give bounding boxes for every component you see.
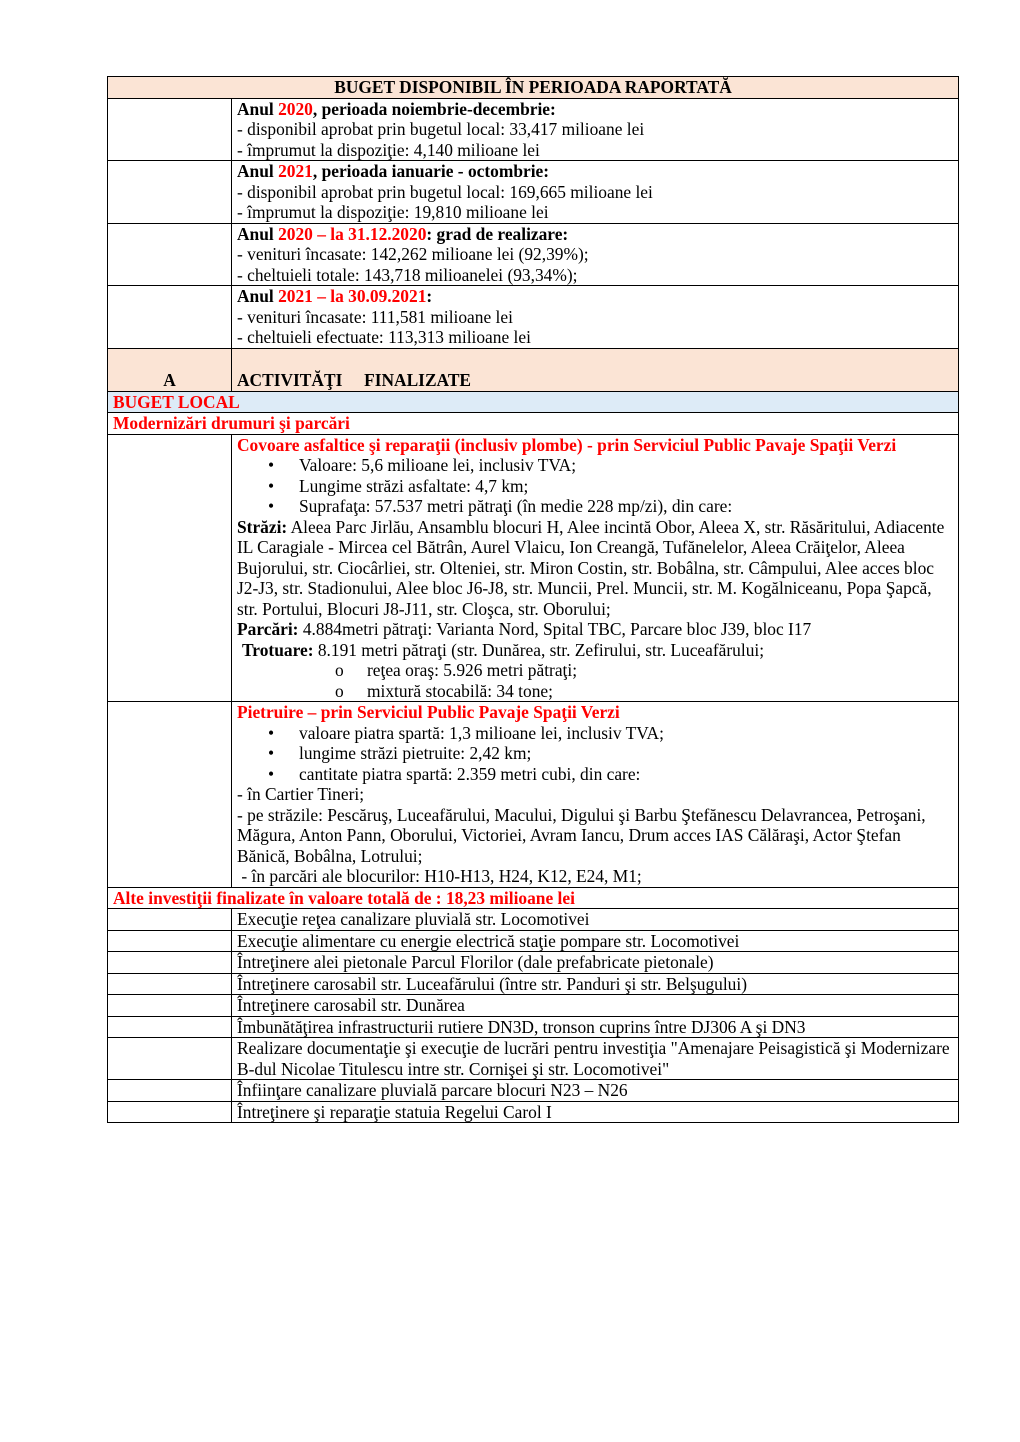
budget-header: BUGET DISPONIBIL ÎN PERIOADA RAPORTATĂ <box>108 77 959 99</box>
asphalt-title: Covoare asfaltice şi reparaţii (inclusiv plombe) - prin Serviciul Public Pavaje Spaţii Verzi <box>237 434 897 455</box>
table-row <box>108 952 959 974</box>
empty-cell <box>108 223 232 286</box>
list-item: • lungime străzi pietruite: 2,42 km; <box>268 743 532 763</box>
other-investments-heading: Alte investiţii finalizate în valoare totală de : 18,23 milioane lei <box>108 887 959 909</box>
gravel-cell <box>232 702 959 888</box>
gravel-bullets <box>237 723 953 785</box>
budget-block <box>232 98 959 161</box>
bullet-icon: • <box>268 475 275 496</box>
list-item: • valoare piatra spartă: 1,3 milioane lei, inclusiv TVA; <box>268 722 664 743</box>
block-line: - împrumut la dispoziţie: 4,140 milioane lei <box>237 139 540 160</box>
list-item: o mixtură stocabilă: 34 tone; <box>335 680 553 701</box>
investment-item: Înfiinţare canalizare pluvială parcare blocuri N23 – N26 <box>232 1080 959 1102</box>
list-item: • cantitate piatra spartă: 2.359 metri cubi, din care: <box>268 763 641 784</box>
sidewalk-paragraph: Trotuare: 8.191 metri pătraţi (str. Dunărea, str. Zefirului, str. Luceafărului; <box>242 639 765 660</box>
roads-heading: Modernizări drumuri şi parcări <box>108 413 959 435</box>
empty-cell <box>108 930 232 952</box>
bullet-icon: • <box>268 743 275 763</box>
table-row <box>108 1080 959 1102</box>
bullet-icon: • <box>268 763 275 784</box>
gravel-row <box>108 702 959 888</box>
table-row <box>108 1101 959 1123</box>
empty-cell <box>108 1080 232 1102</box>
report-table <box>107 76 959 1123</box>
block-title: Anul 2021, perioada ianuarie - octombrie: <box>237 161 550 181</box>
asphalt-row <box>108 434 959 702</box>
empty-cell <box>108 909 232 931</box>
list-item: o reţea oraş: 5.926 metri pătraţi; <box>335 660 578 680</box>
empty-cell <box>108 702 232 888</box>
budget-row <box>108 161 959 224</box>
block-line: - cheltuieli efectuate: 113,313 milioane lei <box>237 327 531 347</box>
empty-cell <box>108 995 232 1017</box>
block-title: Anul 2020, perioada noiembrie-decembrie: <box>237 98 556 119</box>
budget-row <box>108 98 959 161</box>
block-line: - disponibil aprobat prin bugetul local: 33,417 milioane lei <box>237 119 645 139</box>
gravel-line: - în parcări ale blocurilor: H10-H13, H24, K12, E24, M1; <box>237 866 642 886</box>
block-title: Anul 2021 – la 30.09.2021: <box>237 286 433 306</box>
roads-row <box>108 413 959 435</box>
investment-item: Execuţie alimentare cu energie electrică staţie pompare str. Locomotivei <box>232 930 959 952</box>
list-item: • Suprafaţa: 57.537 metri pătraţi (în medie 228 mp/zi), din care: <box>268 496 733 516</box>
budget-row <box>108 286 959 349</box>
investment-item: Întreţinere alei pietonale Parcul Florilor (dale prefabricate pietonale) <box>232 952 959 974</box>
budget-block <box>232 161 959 224</box>
empty-cell <box>108 1101 232 1123</box>
budget-block <box>232 223 959 286</box>
other-investments-row <box>108 887 959 909</box>
table-row <box>108 973 959 995</box>
empty-cell <box>108 434 232 702</box>
empty-cell <box>108 98 232 161</box>
budget-row <box>108 223 959 286</box>
circle-bullet-icon: o <box>335 660 344 680</box>
gravel-title: Pietruire – prin Serviciul Public Pavaje Spaţii Verzi <box>237 702 620 722</box>
circle-bullet-icon: o <box>335 680 344 701</box>
empty-cell <box>108 952 232 974</box>
empty-cell <box>108 286 232 349</box>
section-a-row <box>108 348 959 391</box>
table-row <box>108 1038 959 1080</box>
gravel-line: - în Cartier Tineri; <box>237 784 365 804</box>
bullet-icon: • <box>268 722 275 743</box>
asphalt-bullets <box>237 455 953 517</box>
parking-paragraph: Parcări: 4.884metri pătraţi: Varianta Nord, Spital TBC, Parcare bloc J39, bloc I17 <box>237 619 812 639</box>
investment-item: Realizare documentaţie şi execuţie de lucrări pentru investiţia "Amenajare Peisagistică şi Modernizare B-dul Nicolae Titulescu intre str. Cornişei şi str. Locomotivei" <box>232 1038 959 1080</box>
table-row <box>108 909 959 931</box>
investment-item: Întreţinere şi reparaţie statuia Regelui Carol I <box>232 1101 959 1123</box>
section-title: ACTIVITĂŢI FINALIZATE <box>232 348 959 391</box>
investment-item: Întreţinere carosabil str. Dunărea <box>232 995 959 1017</box>
table-row <box>108 1016 959 1038</box>
list-item: • Valoare: 5,6 milioane lei, inclusiv TVA; <box>268 455 577 475</box>
block-line: - disponibil aprobat prin bugetul local: 169,665 milioane lei <box>237 181 653 202</box>
streets-paragraph: Străzi: Aleea Parc Jirlău, Ansamblu blocuri H, Alee incintă Obor, Aleea X, str. Răsăritului, Adiacente IL Caragiale - Mircea cel Bătrân, Aurel Vlaicu, Ion Creangă, Tufănelelor, Aleea Crăiţelor, Aleea Bujorului, str. Ciocârliei, str. Olteniei, str. Miron Costin, str. Bobâlna, str. Câmpului, Alee acces bloc J2-J3, str. Stadionului, Alee bloc J6-J8, str. Muncii, Prel. Muncii, str. M. Kogălniceanu, Popa Şapcă, str. Portului, Blocuri J8-J11, str. Cloşca, str. Oborului; <box>237 516 945 619</box>
block-line: - cheltuieli totale: 143,718 milioanelei (93,34%); <box>237 264 578 285</box>
bullet-icon: • <box>268 496 275 516</box>
table-row <box>108 930 959 952</box>
list-item: • Lungime străzi asfaltate: 4,7 km; <box>268 475 529 496</box>
block-line: - venituri încasate: 111,581 milioane lei <box>237 306 513 327</box>
budget-header-row <box>108 77 959 99</box>
investment-item: Execuţie reţea canalizare pluvială str. Locomotivei <box>232 909 959 931</box>
empty-cell <box>108 1016 232 1038</box>
empty-cell <box>108 161 232 224</box>
gravel-line: - pe străzile: Pescăruş, Luceafărului, Macului, Digului şi Barbu Ştefănescu Delavrancea, Petroşani, Măgura, Anton Pann, Oborului, Victoriei, Avram Iancu, Drum acces IAS Călăraşi, Actor Ştefan Bănică, Bobâlna, Lotrului; <box>237 804 926 866</box>
sidewalk-sublist <box>237 660 953 701</box>
section-letter: A <box>108 348 232 391</box>
investment-item: Îmbunătăţirea infrastructurii rutiere DN3D, tronson cuprins între DJ306 A şi DN3 <box>232 1016 959 1038</box>
block-line: - împrumut la dispoziţie: 19,810 milioane lei <box>237 202 549 222</box>
asphalt-cell <box>232 434 959 702</box>
local-budget-row <box>108 391 959 413</box>
investment-item: Întreţinere carosabil str. Luceafărului (între str. Panduri şi str. Belşugului) <box>232 973 959 995</box>
empty-cell <box>108 973 232 995</box>
block-title: Anul 2020 – la 31.12.2020: grad de realizare: <box>237 223 569 244</box>
budget-block <box>232 286 959 349</box>
table-row <box>108 995 959 1017</box>
local-budget-heading: BUGET LOCAL <box>108 391 959 413</box>
block-line: - venituri încasate: 142,262 milioane lei (92,39%); <box>237 244 589 264</box>
bullet-icon: • <box>268 455 275 475</box>
empty-cell <box>108 1038 232 1080</box>
